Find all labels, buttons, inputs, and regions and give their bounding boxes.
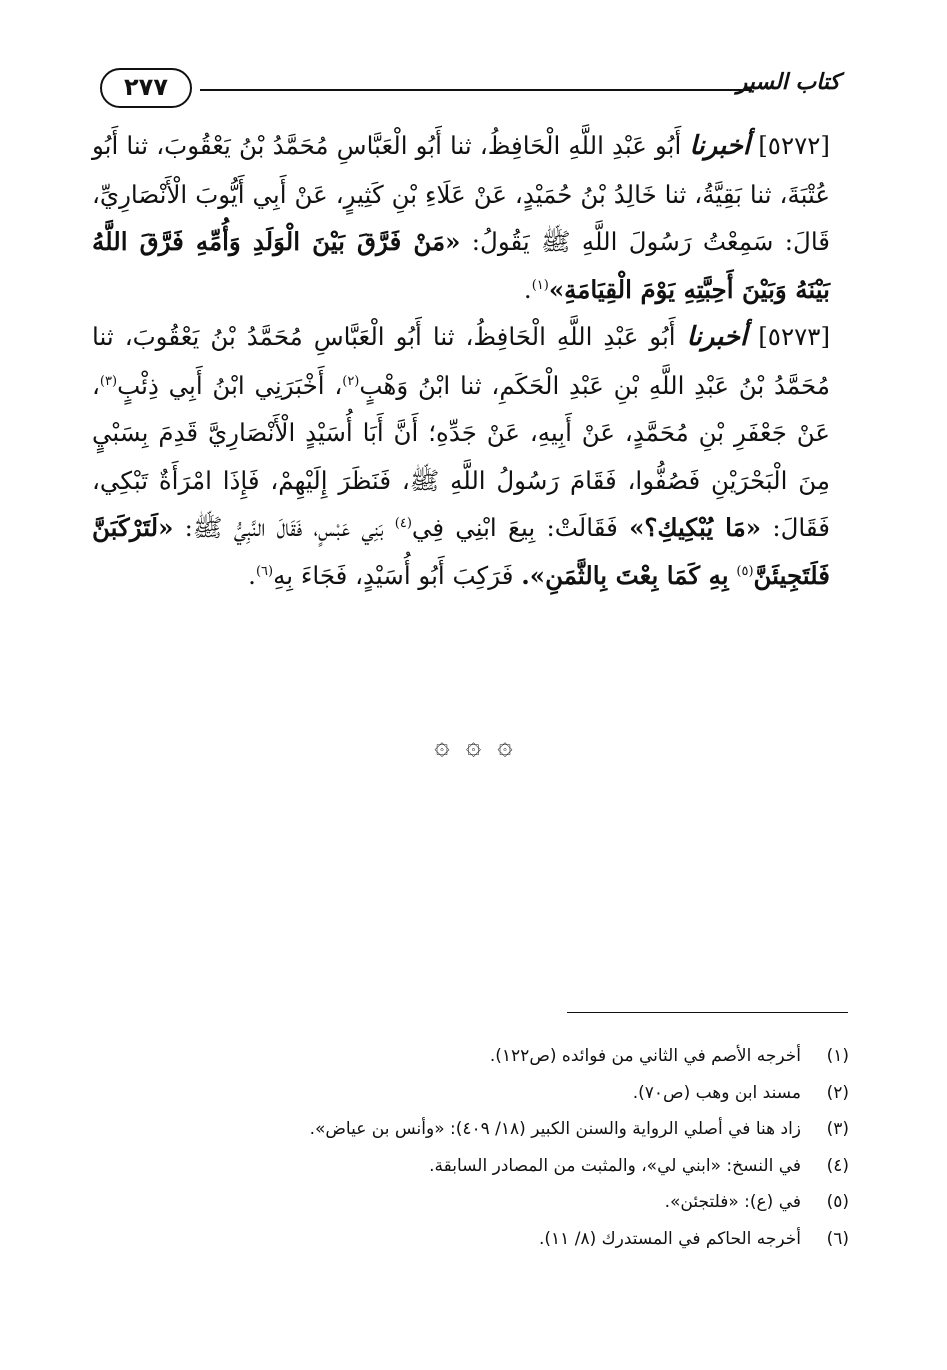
footnote-ref-1: (١) — [531, 277, 549, 293]
page-number-badge: ٢٧٧ — [100, 68, 192, 108]
footnote-number: (٢) — [826, 1082, 849, 1103]
hadith-text: أَبُو عَبْدِ اللَّهِ الْحَافِظُ، ثنا أَبُو الْعَبَّاسِ مُحَمَّدُ بْنُ يَعْقُوبَ، — [156, 131, 682, 160]
footnote — [109, 1221, 849, 1258]
hadith-text: ، أَخْبَرَنِي ابْنُ أَبِي ذِئْبٍ — [117, 370, 343, 400]
end-punct: . — [523, 274, 532, 304]
hadith-text: فَقَالَتْ: بِيعَ ابْنِي فِي — [411, 513, 618, 542]
footnote-text: أخرجه الأصم في الثاني من فوائده (ص١٢٢). — [489, 1046, 801, 1066]
main-text — [92, 122, 830, 599]
footnote-number: (٥) — [826, 1192, 849, 1212]
akhbarana-word: أخبرنا — [689, 131, 751, 161]
header-rule — [200, 89, 752, 91]
footnote — [109, 1038, 849, 1075]
footnote-text: مسند ابن وهب (ص٧٠). — [632, 1082, 801, 1103]
page-header — [100, 68, 840, 108]
footnote-ref-5: (٥) — [736, 563, 754, 579]
hadith-number: [٥٢٧٣] — [758, 322, 830, 351]
hadith-text: ، عَنْ جَعْفَرِ بْنِ مُحَمَّدٍ، عَنْ أَبِيهِ، عَنْ جَدِّهِ؛ أَنَّ أَبَا أُسَيْدٍ الْأَنْصَارِيَّ قَدِمَ بِسَبْيٍ مِنَ الْبَحْرَيْنِ فَصُفُّوا، فَقَامَ رَسُولُ اللَّهِ ﷺ، فَنَظَرَ إِلَيْهِمْ، فَإِذَا امْرَأَةٌ تَبْكِي، فَقَالَ: — [92, 370, 830, 542]
footnote-separator — [567, 1012, 848, 1013]
hadith-text: فَرَكِبَ أَبُو أُسَيْدٍ، فَجَاءَ بِهِ — [273, 560, 514, 590]
section-ornament — [0, 731, 947, 761]
footnote-number: (٣) — [826, 1119, 849, 1139]
hadith-5273 — [92, 313, 830, 599]
footnote-ref-2: (٢) — [342, 373, 360, 389]
footnote-text: في النسخ: «ابني لي»، والمثبت من المصادر السابقة. — [429, 1155, 801, 1176]
hadith-text: أَبُو عَبْدِ اللَّهِ الْحَافِظُ، ثنا أَبُو الْعَبَّاسِ مُحَمَّدُ بْنُ يَعْقُوبَ، — [124, 322, 676, 351]
footnotes — [109, 1038, 849, 1257]
chapter-title: كتاب السير — [736, 70, 840, 95]
end-punct: . — [248, 560, 256, 590]
hadith-text: ثنا مُحَمَّدُ بْنُ عَبْدِ اللَّهِ بْنِ عَبْدِ الْحَكَمِ، ثنا ابْنُ وَهْبٍ — [92, 322, 830, 400]
footnote-ref-6: (٦) — [255, 563, 274, 579]
footnote-text: أخرجه الحاكم في المستدرك (٨/ ١١). — [538, 1228, 801, 1249]
footnote-ref-4: (٤) — [394, 515, 412, 531]
hadith-quote: «مَا يُبْكِيكِ؟» — [629, 513, 762, 542]
footnote-ref-3: (٣) — [99, 373, 118, 389]
footnote — [109, 1148, 849, 1185]
hadith-text: بَنِي عَبْسٍ، فَقَالَ النَّبِيُّ ﷺ: — [184, 513, 384, 542]
hadith-5272 — [92, 122, 830, 313]
footnote — [109, 1075, 849, 1112]
footnote-number: (٤) — [826, 1155, 849, 1176]
hadith-text: ثنا أَبُو عُتْبَةَ، ثنا بَقِيَّةُ، ثنا خَالِدُ بْنُ حُمَيْدٍ، عَنْ عَلَاءِ بْنِ كَثِيرٍ، عَنْ أَبِي أَيُّوبَ — [92, 131, 830, 209]
footnote-number: (٦) — [826, 1228, 849, 1249]
ornament-icon: ۞ — [434, 731, 450, 761]
ornament-icon: ۞ — [465, 731, 482, 761]
akhbarana-word: أخبرنا — [686, 322, 748, 352]
footnote — [109, 1111, 849, 1148]
footnote — [109, 1184, 849, 1221]
ornament-icon: ۞ — [497, 731, 513, 761]
footnote-text: في (ع): «فلتجئن». — [664, 1192, 801, 1212]
footnote-text: زاد هنا في أصلي الرواية والسنن الكبير (١٨/ ٤٠٩): «وأنس بن عياض». — [309, 1119, 801, 1139]
footnote-number: (١) — [826, 1046, 849, 1066]
hadith-number: [٥٢٧٢] — [758, 131, 830, 160]
hadith-matn: «مَنْ فَرَّقَ بَيْنَ الْوَلَدِ وَأُمِّهِ فَرَّقَ اللَّهُ بَيْنَهُ وَبَيْنَ أَحِبَّتِهِ يَوْمَ الْقِيَامَةِ» — [92, 227, 830, 304]
hadith-quote: «لَتَرْكَبَنَّ فَلَتَجِيئَنَّ — [92, 513, 830, 590]
hadith-text: الْأَنْصَارِيِّ، قَالَ: سَمِعْتُ رَسُولَ اللَّهِ ﷺ يَقُولُ: — [92, 179, 830, 256]
hadith-quote: بِهِ كَمَا بِعْتَ بِالثَّمَنِ». — [521, 560, 729, 590]
